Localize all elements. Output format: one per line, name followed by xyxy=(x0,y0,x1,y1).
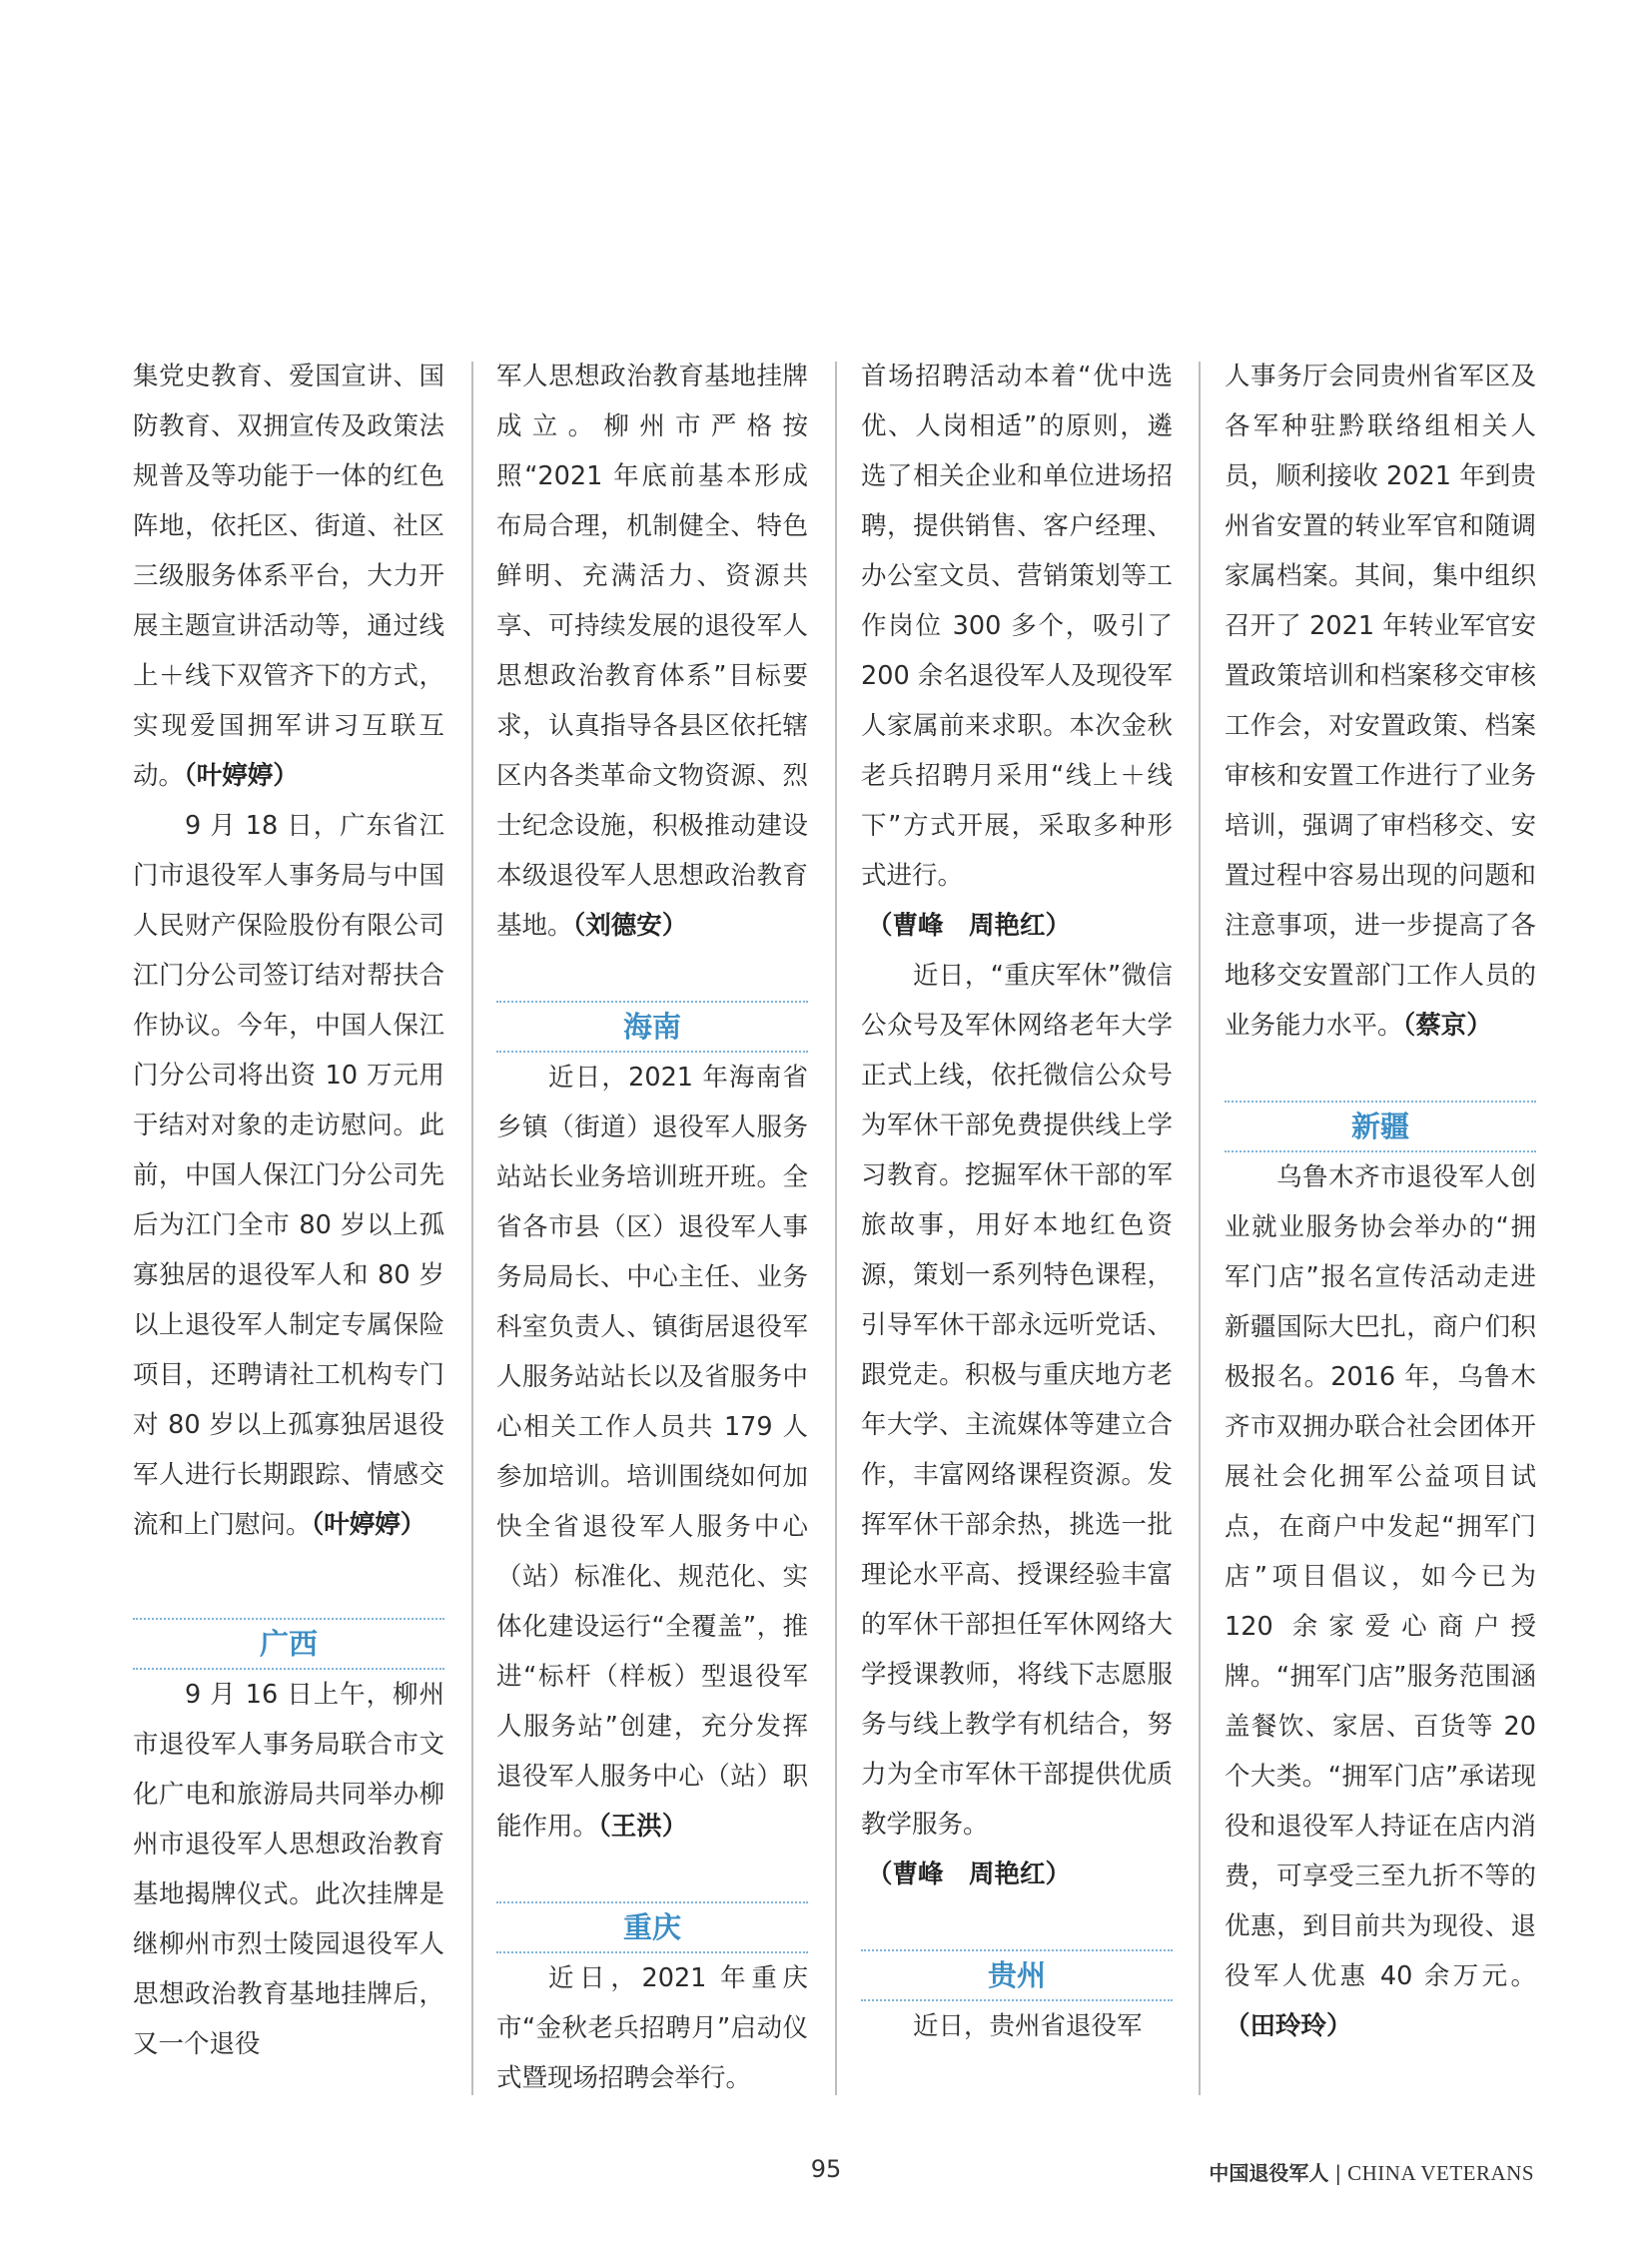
column-divider xyxy=(1199,362,1201,2095)
publication-brand xyxy=(1209,2157,1534,2186)
author-credit: （曹峰 周艳红） xyxy=(867,1860,1072,1889)
paragraph: 军人思想政治教育基地挂牌成立。柳州市严格按照“2021 年底前基本形成布局合理，机制健全、特色鲜明、充满活力、资源共享、可持续发展的退役军人思想政治教育体系”目标要求，认真指导各县区依托辖区内各类革命文物资源、烈士纪念设施，积极推动建设本级退役军人思想政治教育基地。（刘德安） xyxy=(496,362,808,941)
text-column-1 xyxy=(133,352,444,2069)
paragraph: 集党史教育、爱国宣讲、国防教育、双拥宣传及政策法规普及等功能于一体的红色阵地，依托区、街道、社区三级服务体系平台，大力开展主题宣讲活动等，通过线上＋线下双管齐下的方式，实现爱国拥军讲习互联互动。（叶婷婷） xyxy=(133,362,444,791)
brand-name-english: CHINA VETERANS xyxy=(1347,2161,1534,2185)
region-heading-hainan: 海南 xyxy=(496,1001,808,1053)
author-credit: （蔡京） xyxy=(1402,1011,1492,1041)
author-credit: （曹峰 周艳红） xyxy=(867,911,1072,941)
region-heading-guangxi: 广西 xyxy=(133,1618,444,1670)
paragraph: 9 月 16 日上午，柳州市退役军人事务局联合市文化广电和旅游局共同举办柳州市退役军人思想政治教育基地揭牌仪式。此次挂牌是继柳州市烈士陵园退役军人思想政治教育基地挂牌后，又一个退役 xyxy=(133,1680,444,2059)
region-heading-guizhou: 贵州 xyxy=(861,1949,1173,2001)
paragraph: 乌鲁木齐市退役军人创业就业服务协会举办的“拥军门店”报名宣传活动走进新疆国际大巴扎，商户们积极报名。2016 年，乌鲁木齐市双拥办联合社会团体开展社会化拥军公益项目试点，在商户中发起“拥军门店”项目倡议，如今已为 120 余家爱心商户授牌。“拥军门店”服务范围涵盖餐饮、家居、百货等 20 个大类。“拥军门店”承诺现役和退役军人持证在店内消费，可享受三至九折不等的优惠，到目前共为现役、退役军人优惠 40 余万元。（田玲玲） xyxy=(1225,1162,1536,2041)
text-column-3 xyxy=(861,352,1173,2051)
text-column-2 xyxy=(496,352,808,2103)
paragraph: 近日，贵州省退役军 xyxy=(913,2011,1143,2041)
paragraph: 首场招聘活动本着“优中选优、人岗相适”的原则，遴选了相关企业和单位进场招聘，提供销售、客户经理、办公室文员、营销策划等工作岗位 300 多个，吸引了 200 余名退役军人及现役军人家属前来求职。本次金秋老兵招聘月采用“线上＋线下”方式开展，采取多种形式进行。 xyxy=(861,362,1173,891)
author-credit: （叶婷婷） xyxy=(311,1510,426,1540)
author-credit: （叶婷婷） xyxy=(184,761,299,791)
paragraph: 近日，2021 年海南省乡镇（街道）退役军人服务站站长业务培训班开班。全省各市县（区）退役军人事务局局长、中心主任、业务科室负责人、镇街居退役军人服务站站长以及省服务中心相关工作人员共 179 人参加培训。培训围绕如何加快全省退役军人服务中心（站）标准化、规范化、实体化建设运行“全覆盖”，推进“标杆（样板）型退役军人服务站”创建，充分发挥退役军人服务中心（站）职能作用。（王洪） xyxy=(496,1063,808,1842)
paragraph: 人事务厅会同贵州省军区及各军种驻黔联络组相关人员，顺利接收 2021 年到贵州省安置的转业军官和随调家属档案。其间，集中组织召开了 2021 年转业军官安置政策培训和档案移交审核工作会，对安置政策、档案审核和安置工作进行了业务培训，强调了审档移交、安置过程中容易出现的问题和注意事项，进一步提高了各地移交安置部门工作人员的业务能力水平。（蔡京） xyxy=(1225,362,1536,1041)
paragraph: 近日，2021 年重庆市“金秋老兵招聘月”启动仪式暨现场招聘会举行。 xyxy=(496,1963,808,2093)
paragraph: 9 月 18 日，广东省江门市退役军人事务局与中国人民财产保险股份有限公司江门分公司签订结对帮扶合作协议。今年，中国人保江门分公司将出资 10 万元用于结对对象的走访慰问。此前，中国人保江门分公司先后为江门全市 80 岁以上孤寡独居的退役军人和 80 岁以上退役军人制定专属保险项目，还聘请社工机构专门对 80 岁以上孤寡独居退役军人进行长期跟踪、情感交流和上门慰问。（叶婷婷） xyxy=(133,811,444,1540)
author-credit: （田玲玲） xyxy=(1225,2011,1352,2041)
region-heading-xinjiang: 新疆 xyxy=(1225,1101,1536,1152)
brand-name-chinese: 中国退役军人 xyxy=(1209,2161,1329,2185)
paragraph: 近日，“重庆军休”微信公众号及军休网络老年大学正式上线，依托微信公众号为军休干部免费提供线上学习教育。挖掘军休干部的军旅故事，用好本地红色资源，策划一系列特色课程，引导军休干部永远听党话、跟党走。积极与重庆地方老年大学、主流媒体等建立合作，丰富网络课程资源。发挥军休干部余热，挑选一批理论水平高、授课经验丰富的军休干部担任军休网络大学授课教师，将线下志愿服务与线上教学有机结合，努力为全市军休干部提供优质教学服务。 xyxy=(861,961,1173,1840)
column-divider xyxy=(835,362,837,2095)
author-credit: （王洪） xyxy=(598,1812,688,1842)
column-divider xyxy=(471,362,473,2095)
page-number: 95 xyxy=(810,2155,842,2183)
brand-separator: | xyxy=(1334,2161,1342,2185)
author-credit: （刘德安） xyxy=(572,911,688,941)
text-column-4 xyxy=(1225,352,1536,2051)
region-heading-chongqing: 重庆 xyxy=(496,1901,808,1953)
